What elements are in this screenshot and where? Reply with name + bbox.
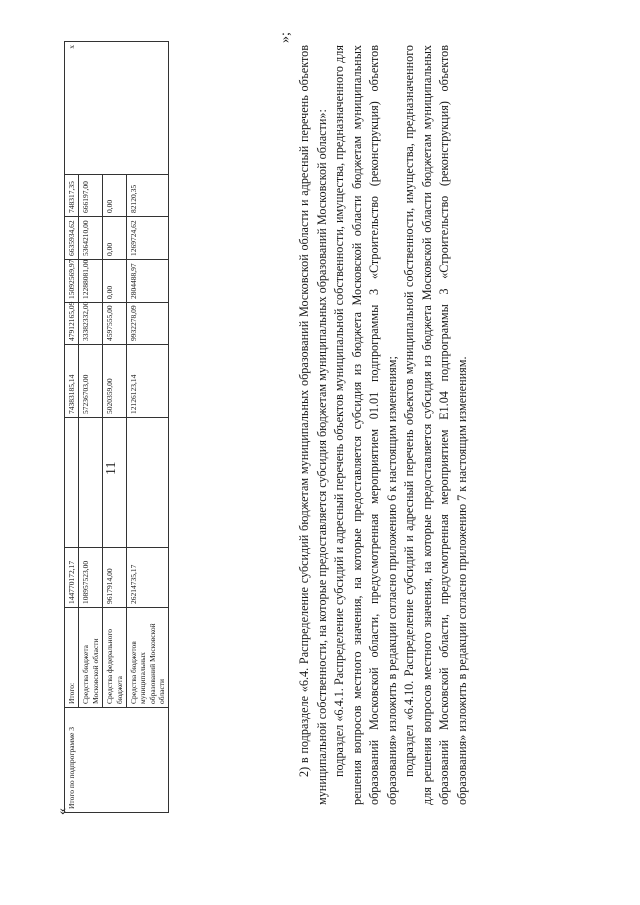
subprogram-total-label: Итого по подпрограмме 3 bbox=[65, 708, 169, 813]
page-number: 11 bbox=[104, 461, 119, 475]
empty-cell bbox=[126, 418, 169, 548]
table-cell: 1269724,62 bbox=[126, 217, 169, 260]
paragraph: подраздел «6.4.10. Распределение субсидий и адресный перечень объектов муниципальной собственности, имущества, предназначенного для решения вопросов местного значения, на которые предоставляется субсидия из бюджета Московской области бюджетам муниципальных образований Московской области, предусмотренная мероприятием Е1.04 подпрограммы 3 «Строительство (реконструкция) объектов образования» изложить в редакции согласно приложению 7 к настоящим изменениям. bbox=[402, 45, 469, 805]
table-cell: 2804488,97 bbox=[126, 260, 169, 303]
funding-source: Средства бюджета Московской области bbox=[79, 608, 103, 708]
closing-quote: »; bbox=[278, 32, 293, 43]
total-value-3: 47912165,09 bbox=[65, 303, 79, 345]
amendment-text bbox=[296, 45, 471, 805]
budget-table bbox=[64, 41, 169, 813]
total-label: Итого: bbox=[65, 608, 79, 708]
table-cell: 57236703,00 bbox=[79, 345, 103, 418]
empty-cell bbox=[103, 418, 127, 548]
table-cell: 108957523,00 bbox=[79, 548, 103, 608]
total-value-2: 74383185,14 bbox=[65, 345, 79, 418]
total-value-6: 748317,35 bbox=[65, 175, 79, 217]
funding-source: Средства бюджетов муниципальных образований Московской области bbox=[126, 608, 169, 708]
empty-cell bbox=[79, 418, 103, 548]
table-cell: 666197,00 bbox=[79, 175, 103, 217]
funding-source: Средства федерального бюджета bbox=[103, 608, 127, 708]
total-value-1: 144770172,17 bbox=[65, 548, 79, 608]
table-cell: 12126123,14 bbox=[126, 345, 169, 418]
table-cell: 5020359,00 bbox=[103, 345, 127, 418]
table-cell: 0,00 bbox=[103, 260, 127, 303]
table-cell: 82120,35 bbox=[126, 175, 169, 217]
table-cell: 9617914,00 bbox=[103, 548, 127, 608]
total-row bbox=[65, 42, 79, 813]
paragraph: подраздел «6.4.1. Распределение субсидий и адресный перечень объектов муниципальной собственности, имущества, предназначенного для решения вопросов местного значения, на которые предоставляется субсидия из бюджета Московской области бюджетам муниципальных образований Московской области, предусмотренная мероприятием 01.01 подпрограммы 3 «Строительство (реконструкция) объектов образования» изложить в редакции согласно приложению 6 к настоящим изменениям; bbox=[332, 45, 399, 805]
empty-cell bbox=[65, 418, 79, 548]
opening-quote: « bbox=[55, 808, 70, 815]
table-cell: 0,00 bbox=[103, 217, 127, 260]
table-cell: 26214735,17 bbox=[126, 548, 169, 608]
total-value-4: 15092569,97 bbox=[65, 260, 79, 303]
table-cell: 33382332,00 bbox=[79, 303, 103, 345]
table-cell: 9932278,09 bbox=[126, 303, 169, 345]
total-value-5: 6635934,62 bbox=[65, 217, 79, 260]
table-cell: 0,00 bbox=[103, 175, 127, 217]
paragraph: 2) в подразделе «6.4. Распределение субсидий бюджетам муниципальных образований Московской области и адресный перечень объектов муниципальной собственности, на которые предоставляется субсидия бюджетам муниципальных образований Московской области»: bbox=[297, 45, 329, 805]
table-cell: 12288081,00 bbox=[79, 260, 103, 303]
total-mark: х bbox=[65, 42, 169, 175]
table-cell: 4597555,00 bbox=[103, 303, 127, 345]
table-cell: 5364210,00 bbox=[79, 217, 103, 260]
